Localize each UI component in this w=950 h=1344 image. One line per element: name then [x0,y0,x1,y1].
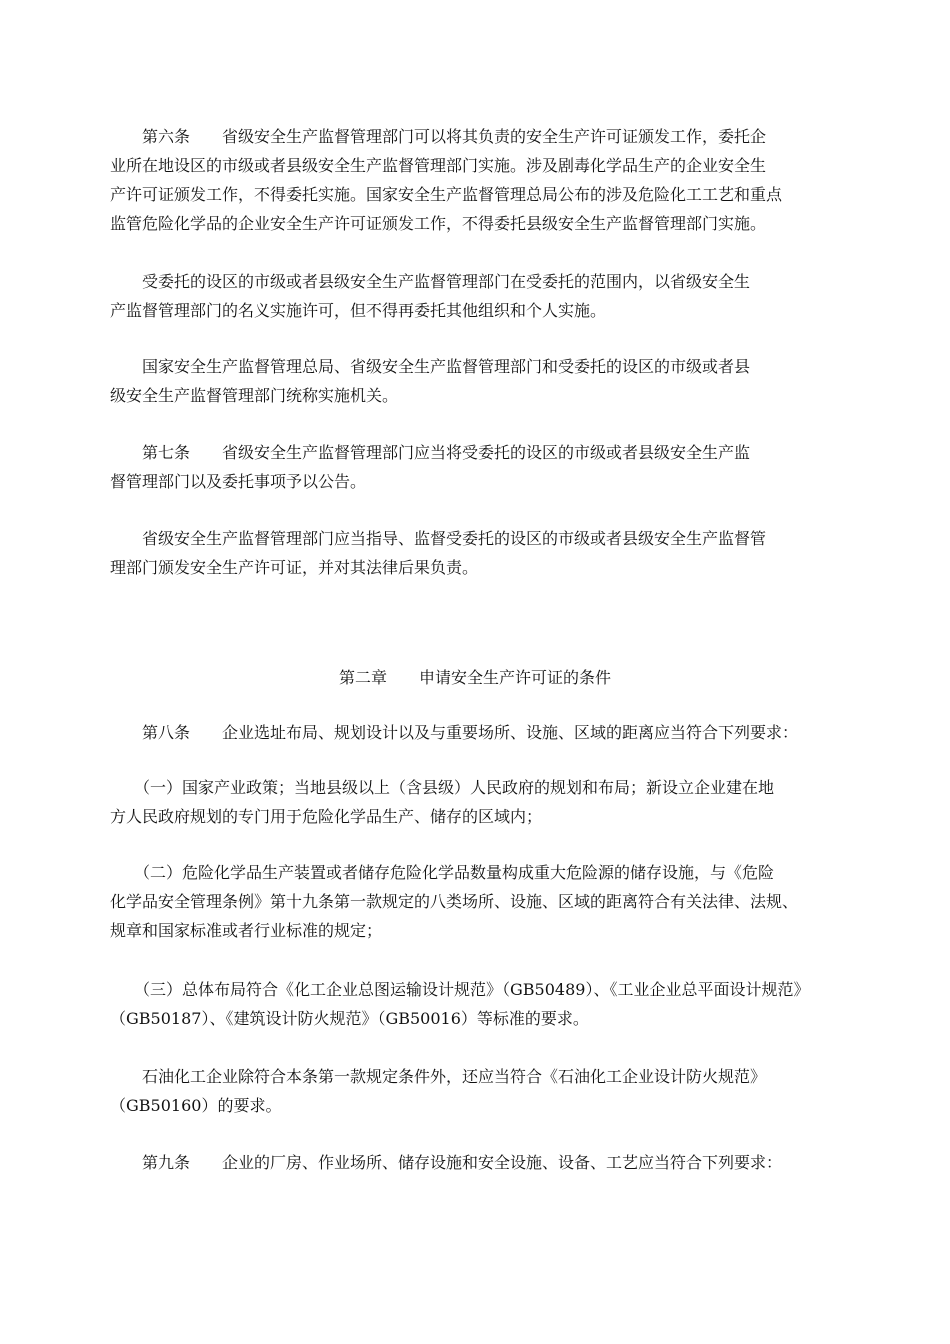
entrusted-authority-paragraph [110,267,834,325]
text-line: 方人民政府规划的专门用于危险化学品生产、储存的区域内； [110,807,543,826]
text-line: 规章和国家标准或者行业标准的规定； [110,921,383,940]
petrochemical-paragraph [110,1062,834,1120]
text-line: （一）国家产业政策；当地县级以上（含县级）人民政府的规划和布局；新设立企业建在地 [110,778,775,797]
text-line: 产监督管理部门的名义实施许可，但不得再委托其他组织和个人实施。 [110,301,607,320]
item-2-paragraph [110,858,834,945]
text-line: 受委托的设区的市级或者县级安全生产监督管理部门在受委托的范围内，以省级安全生 [110,272,751,291]
implementing-agency-paragraph [110,352,834,410]
text-line: 第七条 省级安全生产监督管理部门应当将受委托的设区的市级或者县级安全生产监 [110,443,751,462]
item-1-paragraph [110,773,834,831]
text-line: 督管理部门以及委托事项予以公告。 [110,472,367,491]
text-line: （二）危险化学品生产装置或者储存危险化学品数量构成重大危险源的储存设施，与《危险 [110,863,775,882]
guidance-paragraph [110,524,834,582]
text-line: 监管危险化学品的企业安全生产许可证颁发工作，不得委托县级安全生产监督管理部门实施。 [110,214,767,233]
text-line: 产许可证颁发工作，不得委托实施。国家安全生产监督管理总局公布的涉及危险化工工艺和重点 [110,185,783,204]
text-line: 石油化工企业除符合本条第一款规定条件外，还应当符合《石油化工企业设计防火规范》 [110,1067,767,1086]
text-line: （GB50160）的要求。 [110,1096,282,1115]
article-9-paragraph [110,1148,834,1177]
article-8-paragraph [110,718,834,747]
article-7-paragraph [110,438,834,496]
text-line: 第九条 企业的厂房、作业场所、储存设施和安全设施、设备、工艺应当符合下列要求： [110,1153,783,1172]
text-line: （三）总体布局符合《化工企业总图运输设计规范》（GB50489）、《工业企业总平面设计规范》 [110,980,810,999]
text-line: 级安全生产监督管理部门统称实施机关。 [110,386,399,405]
text-line: 省级安全生产监督管理部门应当指导、监督受委托的设区的市级或者县级安全生产监督管 [110,529,767,548]
text-line: 化学品安全管理条例》第十九条第一款规定的八类场所、设施、区域的距离符合有关法律、法规、 [110,892,799,911]
item-3-paragraph [110,975,834,1033]
text-line: 第八条 企业选址布局、规划设计以及与重要场所、设施、区域的距离应当符合下列要求： [110,723,799,742]
text-line: 业所在地设区的市级或者县级安全生产监督管理部门实施。涉及剧毒化学品生产的企业安全生 [110,156,767,175]
text-line: 理部门颁发安全生产许可证，并对其法律后果负责。 [110,558,479,577]
text-line: （GB50187）、《建筑设计防火规范》（GB50016）等标准的要求。 [110,1009,589,1028]
text-line: 第六条 省级安全生产监督管理部门可以将其负责的安全生产许可证颁发工作，委托企 [110,127,767,146]
chapter-heading: 第二章 申请安全生产许可证的条件 [338,668,611,687]
text-line: 国家安全生产监督管理总局、省级安全生产监督管理部门和受委托的设区的市级或者县 [110,357,751,376]
article-6-paragraph [110,122,834,238]
